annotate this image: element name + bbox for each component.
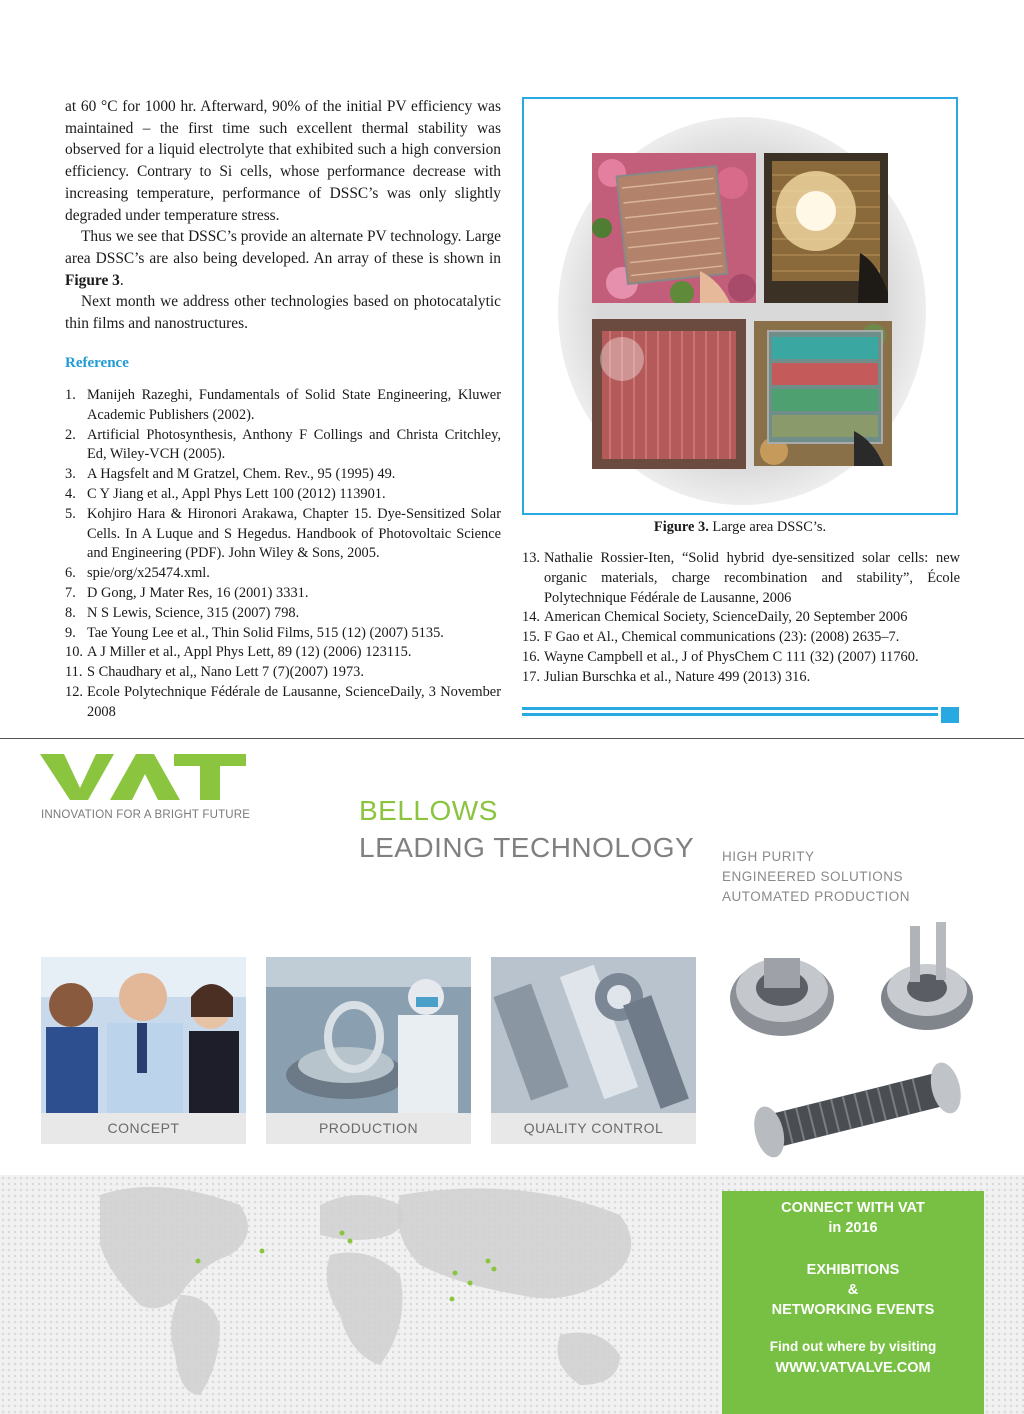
reference-item xyxy=(65,564,501,584)
reference-text: Wayne Campbell et al., J of PhysChem C 111 (32) (2007) 11760. xyxy=(544,648,919,665)
reference-text: D Gong, J Mater Res, 16 (2001) 3331. xyxy=(87,584,309,601)
promo-line-4: & xyxy=(847,1282,859,1298)
connect-with-vat-box xyxy=(722,1191,984,1414)
reference-list-right xyxy=(522,549,960,688)
reference-text: Artificial Photosynthesis, Anthony F Collings and Christa Critchley, Ed, Wiley-VCH (2005). xyxy=(87,426,501,463)
reference-text: N S Lewis, Science, 315 (2007) 798. xyxy=(87,604,300,621)
promo-line-2: in 2016 xyxy=(828,1220,878,1236)
reference-number: 15. xyxy=(522,629,540,646)
logo-text: VAT xyxy=(143,792,145,793)
reference-text: A J Miller et al., Appl Phys Lett, 89 (12) (2006) 123115. xyxy=(87,644,412,661)
concept-label: CONCEPT xyxy=(41,1113,246,1144)
reference-text: C Y Jiang et al., Appl Phys Lett 100 (2012) 113901. xyxy=(87,485,386,502)
reference-item xyxy=(522,608,960,628)
production-photo xyxy=(266,957,471,1113)
reference-text: Tae Young Lee et al., Thin Solid Films, 515 (12) (2007) 5135. xyxy=(87,624,444,641)
reference-item xyxy=(65,604,501,624)
world-map-image xyxy=(0,1175,722,1414)
reference-number: 12. xyxy=(65,683,83,700)
reference-number: 7. xyxy=(65,584,76,601)
reference-item xyxy=(65,426,501,466)
reference-item xyxy=(65,624,501,644)
production-label: PRODUCTION xyxy=(266,1113,471,1144)
reference-number: 14. xyxy=(522,609,540,626)
reference-item xyxy=(65,584,501,604)
reference-text: American Chemical Society, ScienceDaily, 20 September 2006 xyxy=(544,609,908,626)
promo-line-3: EXHIBITIONS xyxy=(806,1262,900,1278)
paragraph-2: Thus we see that DSSC’s provide an alternate PV technology. Large area DSSC’s are also being developed. An array of these is shown in Figure 3. xyxy=(65,228,501,289)
reference-item xyxy=(65,465,501,485)
dssc-panel-colored-cell-image xyxy=(754,321,892,466)
reference-text: Nathalie Rossier-Iten, “Solid hybrid dye-sensitized solar cells: new organic materials, charge recombination and stability”, École Polytechnique Fédérale de Lausanne, 2006 xyxy=(544,550,960,606)
reference-item xyxy=(65,663,501,683)
reference-list-left xyxy=(65,386,501,723)
reference-number: 4. xyxy=(65,485,76,502)
reference-item xyxy=(65,643,501,663)
reference-text: A Hagsfelt and M Gratzel, Chem. Rev., 95 (1995) 49. xyxy=(87,466,396,483)
reference-text: Kohjiro Hara & Hironori Arakawa, Chapter 15. Dye-Sensitized Solar Cells. In A Luque and S Hegedus. Handbook of Photovoltaic Science and Engineering (PDF). John Wiley & Sons, 2005. xyxy=(87,505,501,562)
reference-number: 5. xyxy=(65,505,76,522)
page-divider xyxy=(0,738,1024,739)
feature-item: HIGH PURITY xyxy=(722,849,815,864)
reference-heading: Reference xyxy=(65,355,129,371)
vat-tagline: INNOVATION FOR A BRIGHT FUTURE xyxy=(41,809,251,821)
reference-item xyxy=(65,505,501,564)
reference-item xyxy=(522,648,960,668)
end-square xyxy=(941,707,959,723)
reference-item xyxy=(522,628,960,648)
figure-3-frame xyxy=(522,97,958,515)
feature-item: ENGINEERED SOLUTIONS xyxy=(722,868,904,884)
reference-number: 8. xyxy=(65,604,76,621)
promo-line-1: CONNECT WITH VAT xyxy=(781,1200,925,1216)
reference-text: F Gao et Al., Chemical communications (23): (2008) 2635–7. xyxy=(544,629,900,646)
ad-headline-leading-technology: LEADING TECHNOLOGY xyxy=(359,832,695,863)
reference-text: Ecole Polytechnique Fédérale de Lausanne, ScienceDaily, 3 November 2008 xyxy=(87,683,501,720)
reference-item xyxy=(522,668,960,688)
dssc-panel-red-cell-image xyxy=(592,319,746,469)
figure-3-caption: Figure 3. Large area DSSC’s. xyxy=(653,519,827,535)
bellows-products-image xyxy=(722,918,982,1168)
website-link[interactable]: WWW.VATVALVE.COM xyxy=(775,1360,931,1376)
dssc-panel-flowers-image xyxy=(592,153,756,303)
reference-text: spie/org/x25474.xml. xyxy=(87,565,210,582)
feature-item: AUTOMATED PRODUCTION xyxy=(722,888,911,904)
reference-number: 11. xyxy=(65,664,83,681)
dssc-panel-sunlight-image xyxy=(764,153,888,303)
reference-item xyxy=(522,549,960,608)
reference-number: 2. xyxy=(65,426,76,443)
promo-line-6: Find out where by visiting xyxy=(769,1339,937,1354)
vat-logo xyxy=(40,752,246,802)
ad-headline-bellows: BELLOWS xyxy=(359,795,498,826)
reference-number: 10. xyxy=(65,644,83,661)
concept-photo xyxy=(41,957,246,1113)
reference-text: S Chaudhary et al,, Nano Lett 7 (7)(2007) 1973. xyxy=(87,664,364,681)
reference-item xyxy=(65,485,501,505)
reference-item xyxy=(65,386,501,426)
reference-number: 16. xyxy=(522,648,540,665)
paragraph-3: Next month we address other technologies based on photocatalytic thin films and nanostructures. xyxy=(65,293,501,333)
figure-3-reference: Figure 3 xyxy=(65,271,120,289)
reference-number: 3. xyxy=(65,466,76,483)
reference-number: 9. xyxy=(65,624,76,641)
promo-line-5: NETWORKING EVENTS xyxy=(771,1302,935,1318)
reference-number: 1. xyxy=(65,387,76,403)
reference-item xyxy=(65,683,501,723)
article-body xyxy=(65,96,501,335)
reference-text: Julian Burschka et al., Nature 499 (2013) 316. xyxy=(544,668,811,685)
reference-number: 13. xyxy=(522,550,540,566)
paragraph-1: at 60 °C for 1000 hr. Afterward, 90% of the initial PV efficiency was maintained – the first time such excellent thermal stability was observed for a liquid electrolyte that exhibited such a high conversion efficiency. Contrary to Si cells, whose performance decrease with increasing temperature, performance of DSSC’s was only slightly degraded under temperature stress. xyxy=(65,98,501,224)
end-rule xyxy=(522,707,938,721)
reference-number: 17. xyxy=(522,668,540,685)
ad-feature-list xyxy=(722,847,910,906)
reference-text: Manijeh Razeghi, Fundamentals of Solid State Engineering, Kluwer Academic Publishers (2002). xyxy=(87,387,501,423)
quality-control-photo xyxy=(491,957,696,1113)
quality-control-label: QUALITY CONTROL xyxy=(491,1113,696,1144)
reference-number: 6. xyxy=(65,565,76,582)
